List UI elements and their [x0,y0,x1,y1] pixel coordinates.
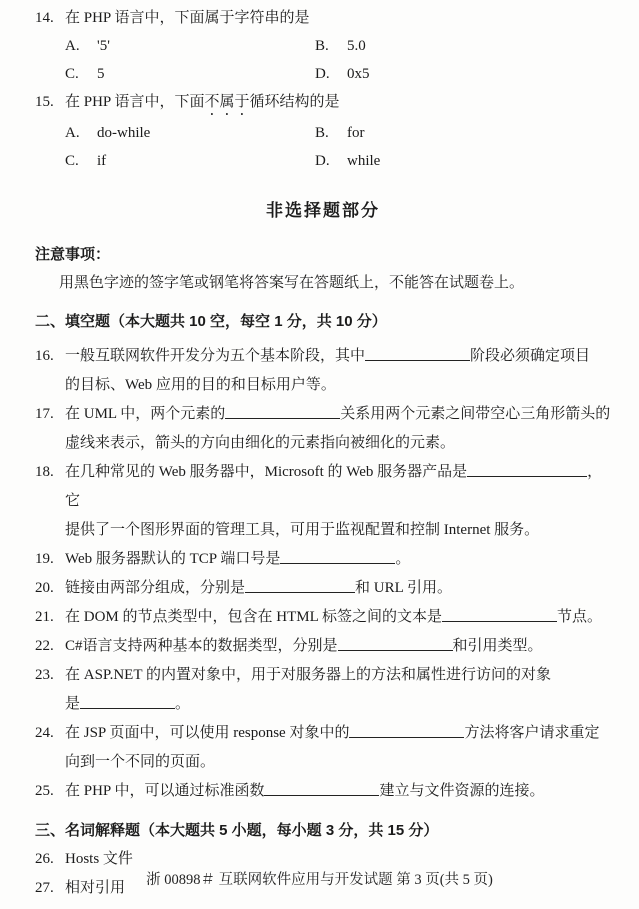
question-16-post: 阶段必须确定项目 [470,348,591,364]
option-15-d-text: while [347,153,381,169]
question-23-line2-pre: 是 [65,696,81,712]
question-23-line2 [65,690,611,719]
question-19 [35,545,611,574]
question-25 [35,777,611,806]
question-19-blank [280,550,395,564]
question-25-number: 25. [35,783,54,799]
question-21-number: 21. [35,609,54,625]
question-18-blank [467,463,587,477]
question-16-line2: 的目标、Web 应用的目的和目标用户等。 [65,377,336,393]
fill-section [35,342,611,806]
question-16 [35,342,611,371]
question-16-blank [365,347,470,361]
question-16-line1 [65,342,611,371]
question-17-line1 [65,400,611,429]
question-14-stem: 在 PHP 语言中，下面属于字符串的是 [65,10,310,26]
question-20 [35,574,611,603]
question-21-line1 [65,603,611,632]
terms-section-title: 三、名词解释题（本大题共 5 小题，每小题 3 分，共 15 分） [35,822,439,839]
question-17-post: 关系用两个元素之间带空心三角形箭头的 [340,406,611,422]
question-20-post: 和 URL 引用。 [355,580,452,596]
question-18-line2: 提供了一个图形界面的管理工具，可用于监视配置和控制 Internet 服务。 [65,522,540,538]
option-14-c-label: C. [65,66,79,82]
question-18-post: ，它 [65,464,603,509]
notes-title: 注意事项： [35,246,111,263]
question-16-number: 16. [35,348,54,364]
option-14-b [315,32,366,60]
option-14-a [65,32,315,60]
question-14-options-row-1 [35,32,611,60]
question-20-pre: 链接由两部分组成，分别是 [65,580,246,596]
question-17-pre: 在 UML 中，两个元素的 [65,406,226,422]
option-15-c-text: if [97,153,107,169]
question-27-text: 相对引用 [65,880,126,896]
question-23-line2-post: 。 [175,696,191,712]
question-14 [35,4,611,32]
question-17-line2: 虚线来表示，箭头的方向由细化的元素指向被细化的元素。 [65,435,456,451]
question-18-line1 [65,458,611,516]
option-14-a-text: '5' [97,38,110,54]
question-20-line1 [65,574,611,603]
question-24-post: 方法将客户请求重定 [464,725,600,741]
question-24-pre: 在 JSP 页面中，可以使用 response 对象中的 [65,725,350,741]
question-25-post: 建立与文件资源的连接。 [379,783,545,799]
question-19-post: 。 [395,551,411,567]
question-21 [35,603,611,632]
question-15-stem-pre: 在 PHP 语言中，下面 [65,94,205,110]
option-15-a-label: A. [65,125,80,141]
question-26-text: Hosts 文件 [65,851,133,867]
option-15-a [65,119,315,147]
option-14-c [65,60,315,88]
question-14-number: 14. [35,10,54,26]
question-15-stem [65,88,611,119]
option-15-b-text: for [347,125,365,141]
question-23-line1: 在 ASP.NET 的内置对象中，用于对服务器上的方法和属性进行访问的对象 [65,667,551,683]
option-15-b-label: B. [315,125,329,141]
fill-section-title: 二、填空题（本大题共 10 空，每空 1 分，共 10 分） [35,313,387,330]
page-footer: 浙 00898＃ 互联网软件应用与开发试题 第 3 页(共 5 页) [146,872,493,888]
question-24-line1 [65,719,611,748]
question-15-options-row-1 [35,119,611,147]
question-18-number: 18. [35,464,54,480]
notes-body: 用黑色字迹的签字笔或钢笔将答案写在答题纸上，不能答在试题卷上。 [59,275,525,291]
question-22 [35,632,611,661]
option-15-a-text: do-while [97,125,151,141]
option-14-b-label: B. [315,38,329,54]
option-14-c-text: 5 [97,66,105,82]
question-22-post: 和引用类型。 [452,638,543,654]
question-15-stem-emphasis: 不属于 [204,94,250,110]
option-15-c-label: C. [65,153,79,169]
question-22-pre: C#语言支持两种基本的数据类型，分别是 [65,638,338,654]
question-22-blank [338,637,453,651]
question-19-number: 19. [35,551,54,567]
question-22-number: 22. [35,638,54,654]
question-17-number: 17. [35,406,54,422]
question-16-pre: 一般互联网软件开发分为五个基本阶段，其中 [65,348,366,364]
question-22-line1 [65,632,611,661]
option-14-d-text: 0x5 [347,66,370,82]
question-23-blank [80,695,175,709]
question-23 [35,661,611,690]
option-14-a-label: A. [65,38,80,54]
question-21-blank [442,608,557,622]
question-23-number: 23. [35,667,54,683]
question-24-line2: 向到一个不同的页面。 [65,754,216,770]
option-14-d-label: D. [315,66,330,82]
option-15-d-label: D. [315,153,330,169]
question-19-pre: Web 服务器默认的 TCP 端口号是 [65,551,281,567]
question-25-blank [264,782,379,796]
question-15-stem-post: 循环结构的是 [249,94,340,110]
question-25-line1 [65,777,611,806]
question-26-number: 26. [35,851,54,867]
question-20-blank [245,579,355,593]
question-18-pre: 在几种常见的 Web 服务器中，Microsoft 的 Web 服务器产品是 [65,464,468,480]
question-21-pre: 在 DOM 的节点类型中，包含在 HTML 标签之间的文本是 [65,609,442,625]
question-17 [35,400,611,429]
option-15-d [315,147,380,175]
option-14-b-text: 5.0 [347,38,366,54]
question-15 [35,88,611,119]
question-20-number: 20. [35,580,54,596]
option-15-c [65,147,315,175]
question-24 [35,719,611,748]
question-14-options-row-2 [35,60,611,88]
option-14-d [315,60,370,88]
section-heading-non-mcq: 非选择题部分 [266,201,380,220]
question-18 [35,458,611,516]
question-15-options-row-2 [35,147,611,175]
question-19-line1 [65,545,611,574]
question-24-blank [349,724,464,738]
question-25-pre: 在 PHP 中，可以通过标准函数 [65,783,265,799]
question-27-number: 27. [35,880,54,896]
question-24-number: 24. [35,725,54,741]
question-17-blank [225,405,340,419]
option-15-b [315,119,365,147]
question-15-number: 15. [35,94,54,110]
question-21-post: 节点。 [556,609,602,625]
